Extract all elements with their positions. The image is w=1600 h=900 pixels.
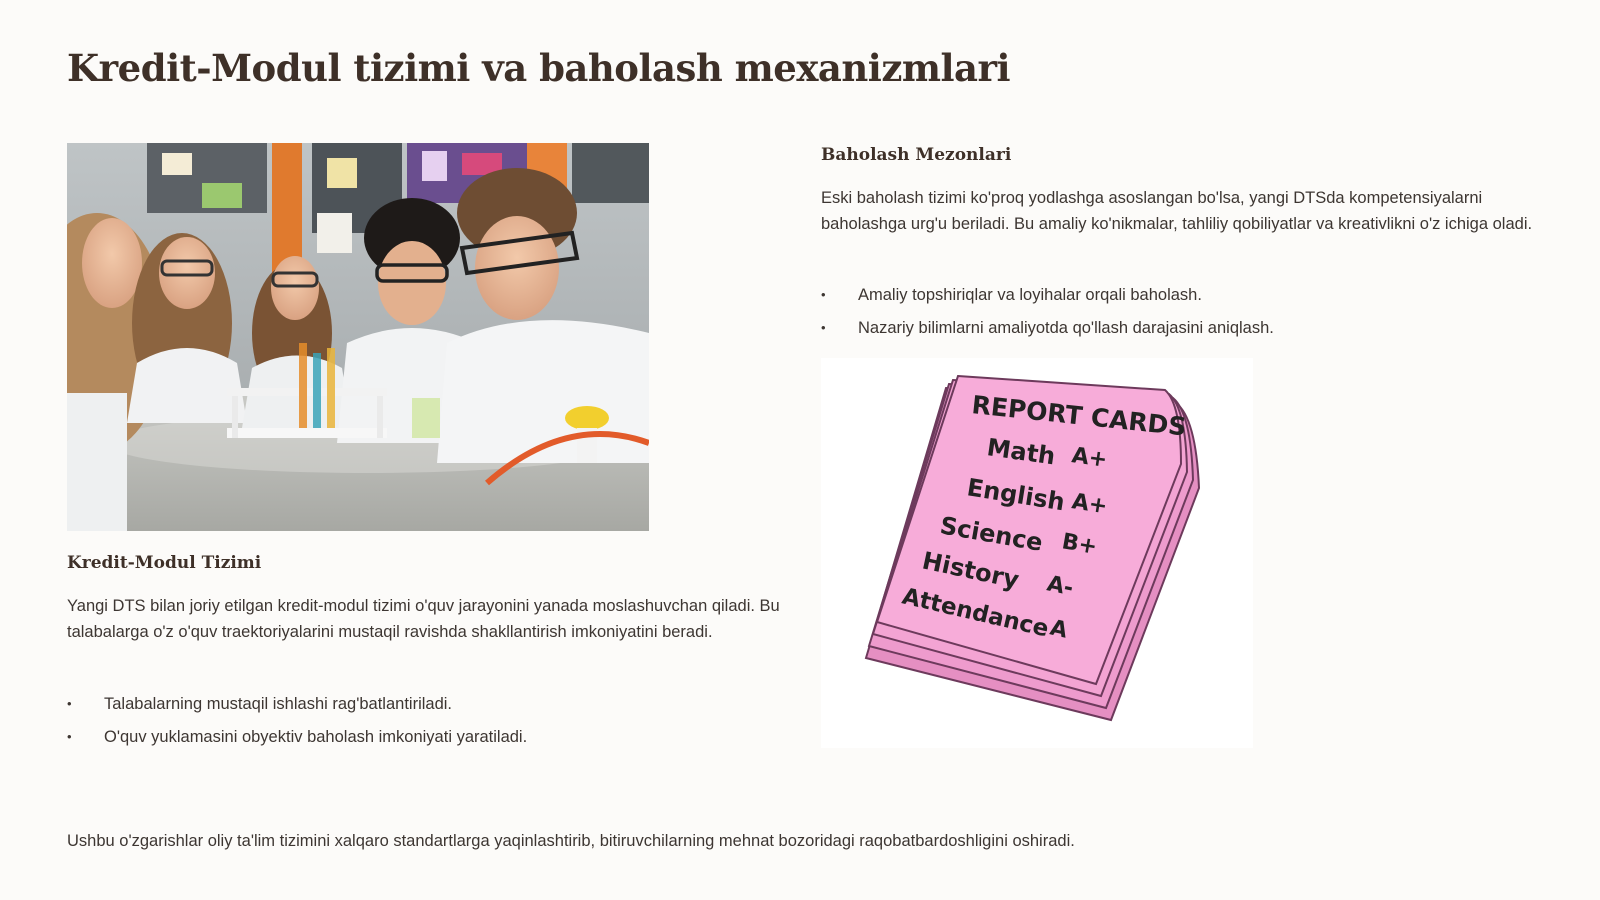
section-heading-baholash: Baholash Mezonlari: [821, 145, 1012, 165]
report-card-grade: A+: [1070, 443, 1109, 473]
report-card-grade: B+: [1059, 529, 1099, 561]
report-card-subject: History: [919, 546, 1022, 595]
list-item: • Nazariy bilimlarni amaliyotda qo'llash darajasini aniqlash.: [821, 319, 1274, 337]
report-card-subject: Science: [937, 511, 1045, 557]
lab-students-photo: [67, 143, 649, 531]
bullet-icon: •: [821, 320, 826, 335]
list-item: • Amaliy topshiriqlar va loyihalar orqali baholash.: [821, 286, 1202, 304]
report-cards-illustration: [821, 358, 1253, 748]
kredit-modul-bullets: [67, 694, 797, 760]
bullet-icon: •: [67, 696, 72, 711]
bullet-icon: •: [67, 729, 72, 744]
baholash-bullets: [821, 285, 1541, 351]
section-heading-kredit-modul: Kredit-Modul Tizimi: [67, 553, 262, 573]
footer-summary: Ushbu o'zgarishlar oliy ta'lim tizimini xalqaro standartlarga yaqinlashtirib, bitiruvchilarning mehnat bozoridagi raqobatbardoshligini oshiradi.: [67, 832, 1075, 850]
report-card-subject: English: [965, 473, 1067, 517]
kredit-modul-paragraph: Yangi DTS bilan joriy etilgan kredit-modul tizimi o'quv jarayonini yanada moslashuvchan qiladi. Bu talabalarga o'z o'quv traektoriyalarini mustaqil ravishda shakllantirish imkoniyatini beradi.: [67, 597, 780, 641]
report-card-grade: A-: [1044, 571, 1076, 602]
report-card-subject: Attendance: [899, 583, 1052, 643]
report-card-title: REPORT CARDS: [970, 390, 1188, 442]
baholash-paragraph: Eski baholash tizimi ko'proq yodlashga asoslangan bo'lsa, yangi DTSda kompetensiyalarni baholashga urg'u beriladi. Bu amaliy ko'nikmalar, tahliliy qobiliyatlar va kreativlikni o'z ichiga oladi.: [821, 189, 1533, 233]
list-item: • O'quv yuklamasini obyektiv baholash imkoniyati yaratiladi.: [67, 728, 528, 746]
bullet-icon: •: [821, 287, 826, 302]
report-card-subject: Math: [985, 433, 1058, 471]
report-card-grade: A: [1047, 615, 1070, 644]
page-title: Kredit-Modul tizimi va baholash mexanizmlari: [67, 46, 1011, 90]
list-item: • Talabalarning mustaqil ishlashi rag'batlantiriladi.: [67, 695, 453, 713]
report-card-grade: A+: [1070, 489, 1110, 520]
